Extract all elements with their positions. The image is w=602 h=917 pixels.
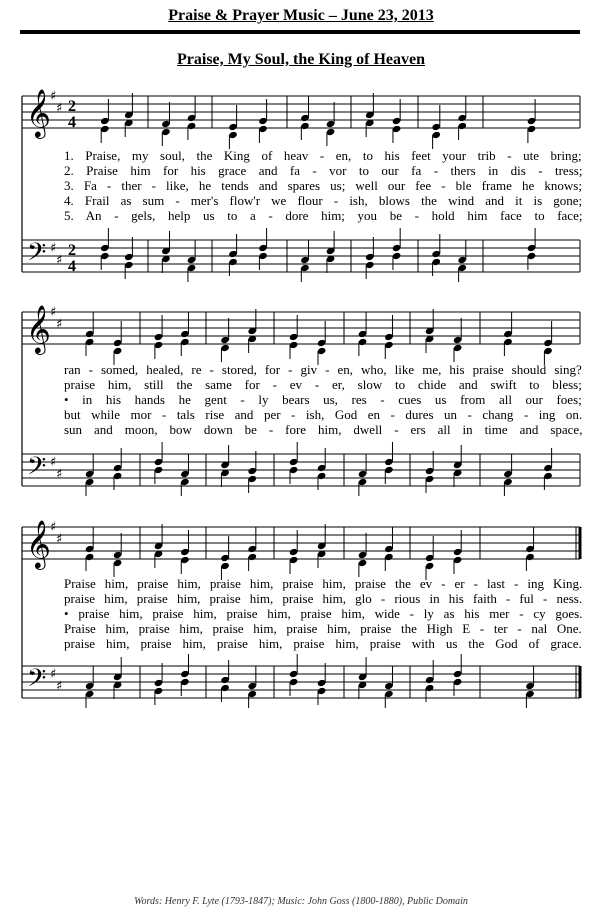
sharp-icon: ♯ bbox=[50, 520, 57, 535]
bass-clef-icon: 𝄢 bbox=[27, 664, 47, 699]
sharp-icon: ♯ bbox=[56, 532, 63, 547]
lyric-line: praise him, still the same for - ev - er, slow to chide and swift to bless; bbox=[64, 377, 582, 392]
lyric-line: 4. Frail as sum - mer's flow'r we flour - ish, blows the wind and it is gone; bbox=[64, 193, 583, 208]
bass-clef-icon: 𝄢 bbox=[27, 452, 47, 487]
lyric-line: • praise him, praise him, praise him, praise him, wide - ly as his mer - cy goes. bbox=[64, 606, 583, 621]
lyric-line: sun and moon, bow down be - fore him, dwell - ers all in time and space, bbox=[64, 422, 583, 437]
sharp-icon: ♯ bbox=[50, 241, 57, 256]
sharp-icon: ♯ bbox=[56, 253, 63, 268]
lyric-line: 5. An - gels, help us to a - dore him; you be - hold him face to face; bbox=[64, 208, 583, 223]
lyric-line: 2. Praise him for his grace and fa - vor to our fa - thers in dis - tress; bbox=[64, 163, 583, 178]
sharp-icon: ♯ bbox=[56, 467, 63, 482]
lyric-line: Praise him, praise him, praise him, praise him, praise the High E - ter - nal One. bbox=[64, 621, 582, 636]
treble-clef-icon: 𝄞 bbox=[26, 304, 51, 353]
sharp-icon: ♯ bbox=[50, 89, 57, 104]
lyric-line: praise him, praise him, praise him, praise him, praise with us the God of grace. bbox=[64, 636, 582, 651]
bass-clef-icon: 𝄢 bbox=[27, 238, 47, 273]
lyric-line: • in his hands he gent - ly bears us, res - cues us from all our foes; bbox=[64, 392, 582, 407]
lyric-line: ran - somed, healed, re - stored, for - giv - en, who, like me, his praise should sing? bbox=[64, 362, 582, 377]
sharp-icon: ♯ bbox=[50, 455, 57, 470]
lyric-line: Praise him, praise him, praise him, praise him, praise the ev - er - last - ing King. bbox=[64, 576, 583, 591]
lyric-line: but while mor - tals rise and per - ish, God en - dures un - chang - ing on. bbox=[64, 407, 583, 422]
lyric-line: praise him, praise him, praise him, praise him, glo - rious in his faith - ful - ness. bbox=[64, 591, 583, 606]
time-signature-denominator: 4 bbox=[68, 114, 76, 131]
program-title: Praise & Prayer Music – June 23, 2013 bbox=[168, 7, 434, 24]
lyric-line: 3. Fa - ther - like, he tends and spares us; well our fee - ble frame he knows; bbox=[64, 178, 582, 193]
sharp-icon: ♯ bbox=[56, 317, 63, 332]
sharp-icon: ♯ bbox=[56, 679, 63, 694]
sharp-icon: ♯ bbox=[50, 667, 57, 682]
sharp-icon: ♯ bbox=[56, 101, 63, 116]
time-signature-denominator: 4 bbox=[68, 258, 76, 275]
treble-clef-icon: 𝄞 bbox=[26, 88, 51, 137]
hymn-title: Praise, My Soul, the King of Heaven bbox=[177, 51, 425, 68]
lyric-line: 1. Praise, my soul, the King of heav - en, to his feet your trib - ute bring; bbox=[64, 148, 582, 163]
treble-clef-icon: 𝄞 bbox=[26, 519, 51, 568]
credits-footer: Words: Henry F. Lyte (1793-1847); Music: John Goss (1800-1880), Public Domain bbox=[134, 896, 468, 907]
time-signature-numerator: 2 bbox=[68, 242, 76, 259]
time-signature-numerator: 2 bbox=[68, 98, 76, 115]
sharp-icon: ♯ bbox=[50, 305, 57, 320]
